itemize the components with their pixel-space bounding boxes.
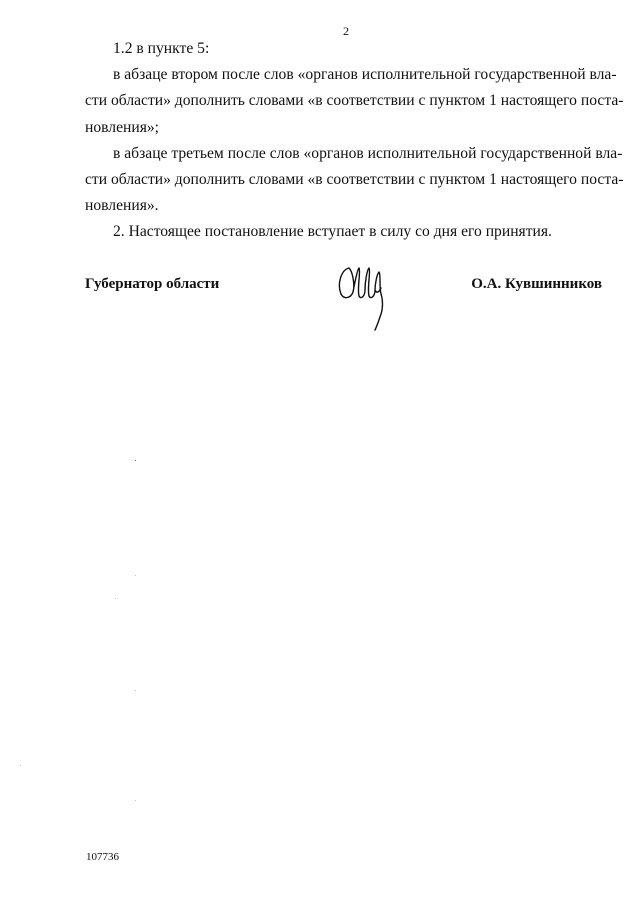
page-number: 2 bbox=[343, 24, 349, 38]
scan-speck bbox=[115, 598, 116, 599]
scan-speck bbox=[135, 575, 136, 576]
paragraph-line: 2. Настоящее постановление вступает в силу со дня его принятия. bbox=[113, 223, 552, 241]
paragraph-line: сти области» дополнить словами «в соответствии с пунктом 1 настоящего поста- bbox=[85, 171, 624, 189]
document-body bbox=[85, 36, 624, 246]
scan-speck bbox=[135, 690, 136, 691]
signature-block bbox=[85, 276, 612, 336]
handwritten-signature-icon bbox=[335, 260, 395, 332]
paragraph-item-2 bbox=[85, 219, 612, 245]
paragraph-line: в абзаце третьем после слов «органов исполнительной государственной вла- bbox=[113, 144, 623, 162]
signatory-name: О.А. Кувшинников bbox=[471, 276, 602, 292]
paragraph-abzac-tretem bbox=[85, 141, 624, 220]
paragraph-abzac-vtorom bbox=[85, 62, 624, 141]
scan-speck bbox=[20, 765, 21, 766]
paragraph-line: в абзаце втором после слов «органов исполнительной государственной вла- bbox=[113, 66, 617, 84]
scan-speck bbox=[135, 460, 136, 461]
paragraph-line: 1.2 в пункте 5: bbox=[113, 40, 210, 57]
paragraph-line: новления». bbox=[85, 197, 159, 215]
paragraph-line: сти области» дополнить словами «в соответствии с пунктом 1 настоящего поста- bbox=[85, 92, 624, 110]
paragraph-line: новления»; bbox=[85, 118, 159, 136]
signatory-title: Губернатор области bbox=[85, 276, 220, 292]
scan-speck bbox=[135, 800, 136, 801]
paragraph-item-1-2 bbox=[85, 36, 612, 62]
document-code: 107736 bbox=[86, 851, 119, 863]
